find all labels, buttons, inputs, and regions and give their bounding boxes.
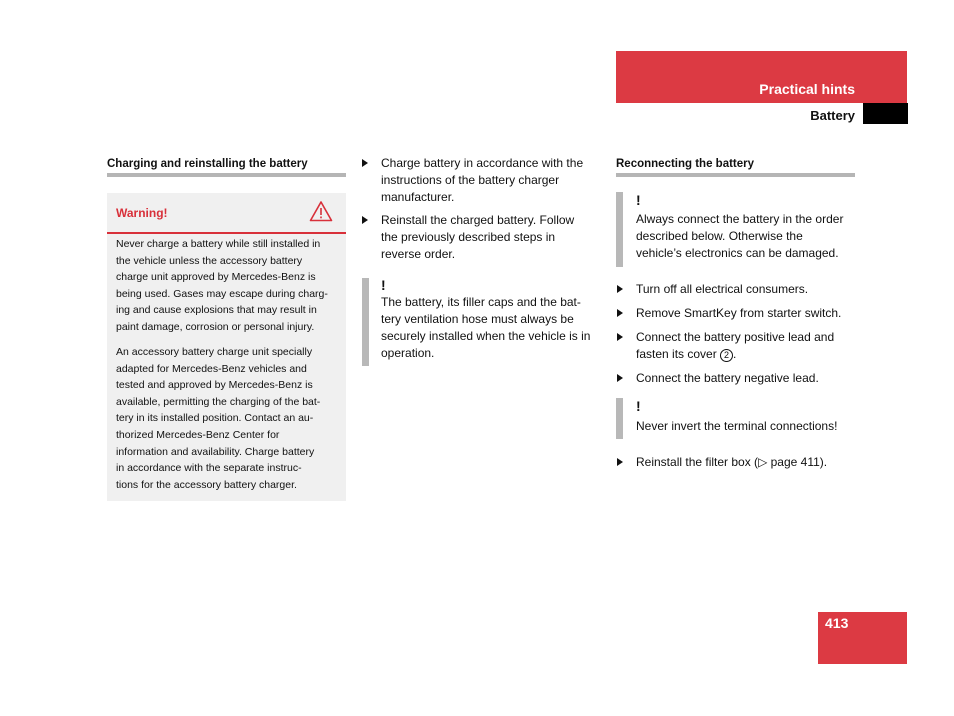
- section-title: Practical hints: [759, 81, 855, 97]
- step-text-prefix: Reinstall the filter box (: [636, 455, 759, 469]
- warning-paragraph-1: [116, 236, 340, 336]
- bullet-arrow-icon: [617, 285, 623, 293]
- page-number: 413: [825, 615, 849, 631]
- warning-line: tested and approved by Mercedes-Benz is: [116, 379, 313, 392]
- warning-line: in accordance with the separate instruc-: [116, 462, 302, 475]
- warning-line: tery in its installed position. Contact an au-: [116, 412, 314, 425]
- step-line: reverse order.: [381, 247, 456, 261]
- reconnecting-heading: Reconnecting the battery: [616, 158, 755, 170]
- charging-heading-rule: [107, 173, 346, 177]
- bullet-arrow-icon: [362, 159, 368, 167]
- connect-order-notice: [636, 211, 861, 262]
- reconnecting-heading-rule: [616, 173, 855, 177]
- bullet-arrow-icon: [617, 333, 623, 341]
- notice-line: tery ventilation hose must always be: [381, 312, 574, 326]
- step-line: [636, 346, 834, 363]
- warning-divider: [107, 232, 346, 234]
- warning-line: the vehicle unless the accessory battery: [116, 254, 303, 267]
- step-text-suffix: page 411).: [767, 455, 828, 469]
- terminal-notice: Never invert the terminal connections!: [636, 419, 838, 433]
- warning-line: tions for the accessory battery charger.: [116, 478, 297, 491]
- subsection-title: Battery: [810, 108, 855, 123]
- notice-exclamation-icon: !: [381, 277, 386, 293]
- step-line: manufacturer.: [381, 190, 455, 204]
- step-text: Turn off all electrical consumers.: [636, 282, 809, 296]
- warning-line: paint damage, corrosion or personal injury.: [116, 320, 315, 333]
- notice-line: vehicle’s electronics can be damaged.: [636, 246, 839, 260]
- step-turn-off-consumers: [617, 281, 862, 299]
- notice-bar: [616, 398, 623, 439]
- callout-number-icon: 2: [720, 349, 733, 362]
- page-number-band: [818, 612, 907, 664]
- step-reinstall-filter-box: [617, 454, 862, 472]
- warning-line: available, permitting the charging of the bat-: [116, 395, 321, 408]
- bullet-arrow-icon: [617, 458, 623, 466]
- bullet-arrow-icon: [362, 216, 368, 224]
- battery-install-notice: [381, 294, 607, 362]
- warning-box: [107, 193, 346, 501]
- step-connect-positive-lead: [617, 329, 862, 365]
- bullet-arrow-icon: [617, 374, 623, 382]
- notice-line: The battery, its filler caps and the bat-: [381, 295, 581, 309]
- notice-bar: [616, 192, 623, 267]
- step-line-prefix: fasten its cover: [636, 347, 721, 361]
- charging-heading: Charging and reinstalling the battery: [107, 158, 308, 170]
- warning-line: being used. Gases may escape during charg-: [116, 287, 328, 300]
- warning-line: information and availability. Charge battery: [116, 445, 315, 458]
- step-connect-negative-lead: [617, 370, 862, 388]
- warning-line: ing and cause explosions that may result in: [116, 304, 317, 317]
- step-line: instructions of the battery charger: [381, 173, 560, 187]
- step-line: Charge battery in accordance with the: [381, 156, 584, 170]
- notice-bar: [362, 278, 369, 366]
- step-text: Connect the battery negative lead.: [636, 371, 819, 385]
- step-line: Connect the battery positive lead and: [636, 330, 835, 344]
- step-reinstall-battery: [362, 212, 607, 264]
- warning-line: thorized Mercedes-Benz Center for: [116, 428, 280, 441]
- bullet-arrow-icon: [617, 309, 623, 317]
- warning-title: Warning!: [116, 206, 168, 220]
- notice-line: Always connect the battery in the order: [636, 212, 844, 226]
- warning-line: adapted for Mercedes-Benz vehicles and: [116, 362, 307, 375]
- step-line: the previously described steps in: [381, 230, 556, 244]
- step-text: Remove SmartKey from starter switch.: [636, 306, 842, 320]
- warning-paragraph-2: [116, 344, 340, 493]
- warning-line: charge unit approved by Mercedes-Benz is: [116, 271, 316, 284]
- step-line: Reinstall the charged battery. Follow: [381, 213, 575, 227]
- notice-line: operation.: [381, 346, 435, 360]
- notice-line: described below. Otherwise the: [636, 229, 803, 243]
- header-tab-marker: [863, 103, 908, 124]
- step-charge-battery: [362, 155, 607, 207]
- notice-line: securely installed when the vehicle is in: [381, 329, 591, 343]
- notice-exclamation-icon: !: [636, 192, 641, 208]
- step-remove-smartkey: [617, 305, 862, 323]
- page-reference-icon: ▷: [758, 455, 768, 469]
- warning-line: Never charge a battery while still installed in: [116, 238, 321, 250]
- header-band: [616, 51, 907, 103]
- warning-triangle-icon: [309, 200, 333, 222]
- notice-exclamation-icon: !: [636, 398, 641, 414]
- step-line-suffix: .: [733, 347, 737, 361]
- warning-line: An accessory battery charge unit specially: [116, 346, 313, 358]
